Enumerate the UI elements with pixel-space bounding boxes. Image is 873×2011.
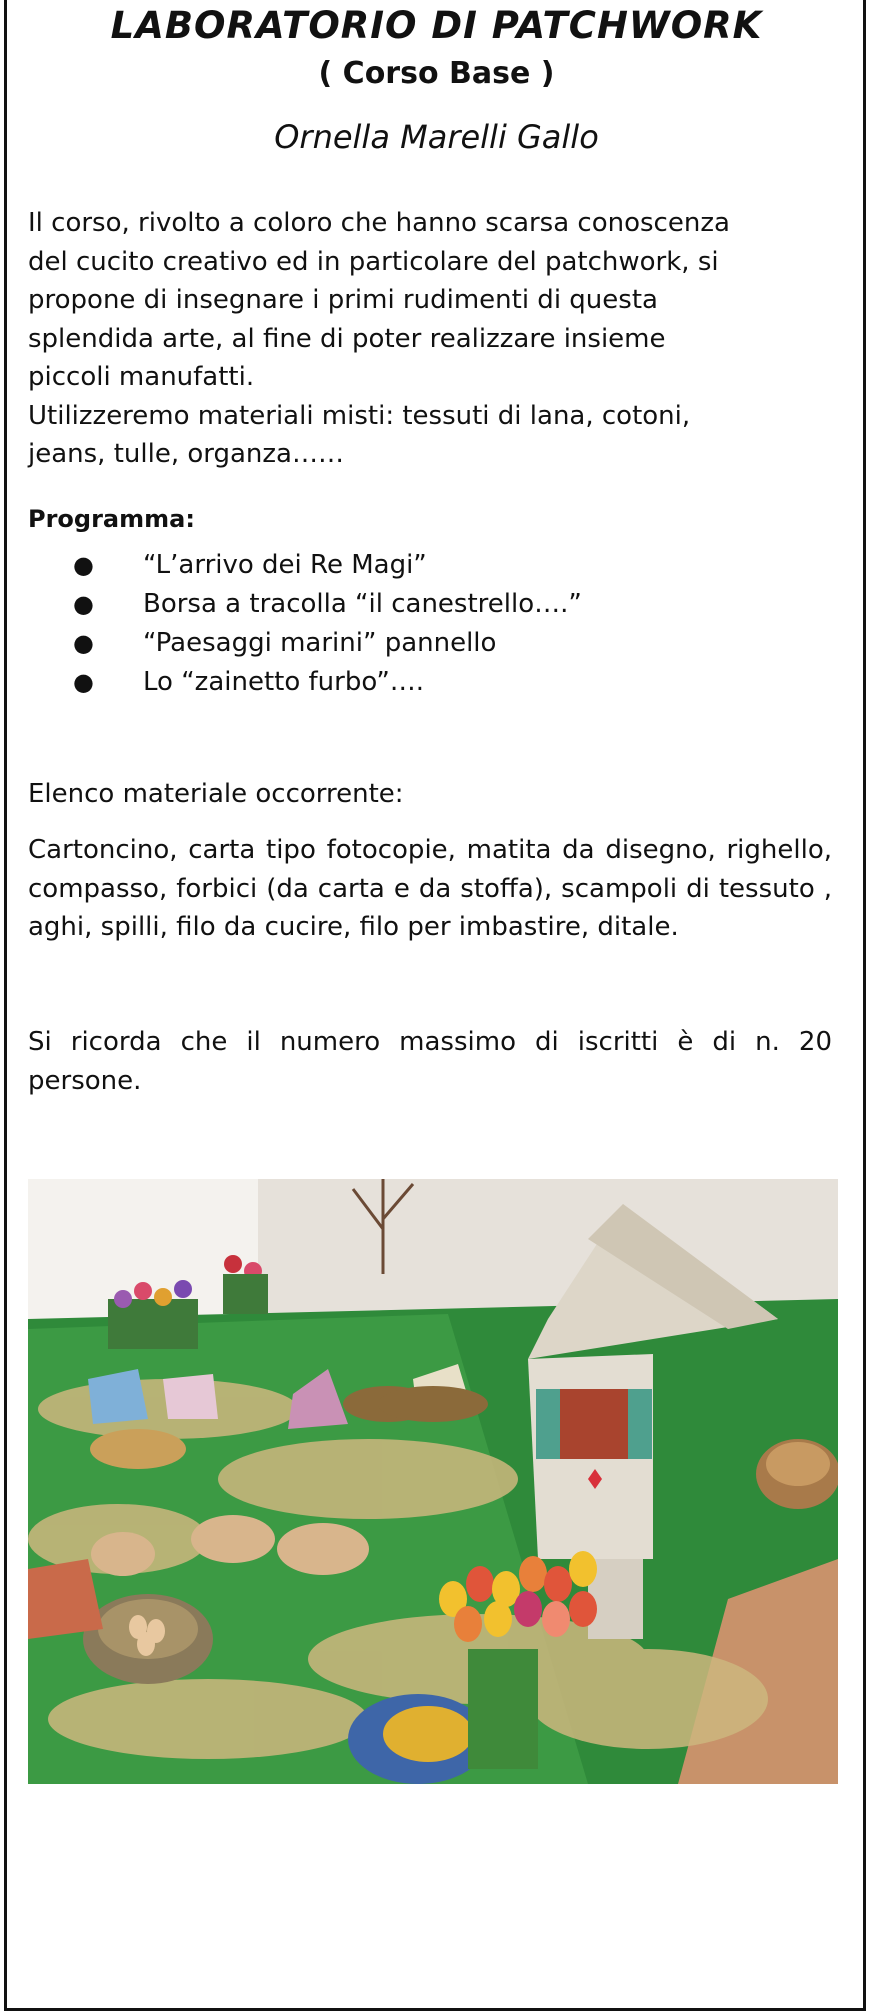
- list-item: [0, 585, 873, 624]
- list-item-text: “Paesaggi marini” pannello: [143, 628, 497, 658]
- photo-illustration: [28, 1179, 838, 1784]
- list-item: [0, 663, 873, 702]
- program-heading: Programma:: [28, 505, 195, 533]
- materials-heading: Elenco materiale occorrente:: [28, 779, 404, 809]
- intro-line: Il corso, rivolto a coloro che hanno scarsa conoscenza: [28, 208, 730, 238]
- course-subtitle: ( Corso Base ): [318, 56, 555, 91]
- intro-paragraph: [28, 204, 832, 474]
- program-list: [0, 546, 873, 702]
- list-item-text: Lo “zainetto furbo”….: [143, 667, 425, 697]
- intro-line: del cucito creativo ed in particolare del patchwork, si: [28, 246, 719, 277]
- enrollment-note: Si ricorda che il numero massimo di iscritti è di n. 20 persone.: [28, 1027, 832, 1096]
- bullet-icon: ●: [73, 629, 94, 657]
- intro-line: piccoli manufatti.: [28, 362, 255, 392]
- bullet-icon: ●: [73, 551, 94, 579]
- page-title: LABORATORIO DI PATCHWORK: [110, 4, 763, 47]
- bullet-icon: ●: [73, 590, 94, 618]
- list-item: [0, 546, 873, 585]
- patchwork-display-photo: [28, 1179, 838, 1784]
- list-item-text: “L’arrivo dei Re Magi”: [143, 550, 427, 580]
- intro-line: Utilizzeremo materiali misti: tessuti di lana, cotoni,: [28, 400, 691, 431]
- author-name: Ornella Marelli Gallo: [274, 118, 599, 156]
- bullet-icon: ●: [73, 668, 94, 696]
- list-item: [0, 624, 873, 663]
- list-item-text: Borsa a tracolla “il canestrello….”: [143, 589, 582, 619]
- intro-line: propone di insegnare i primi rudimenti di questa: [28, 285, 658, 315]
- intro-line: jeans, tulle, organza……: [28, 439, 344, 469]
- intro-line: splendida arte, al fine di poter realizzare insieme: [28, 323, 666, 354]
- materials-text: Cartoncino, carta tipo fotocopie, matita da disegno, righello, compasso, forbici (da carta e da stoffa), scampoli di tessuto , aghi, spilli, filo da cucire, filo per imbastire, ditale.: [28, 835, 832, 942]
